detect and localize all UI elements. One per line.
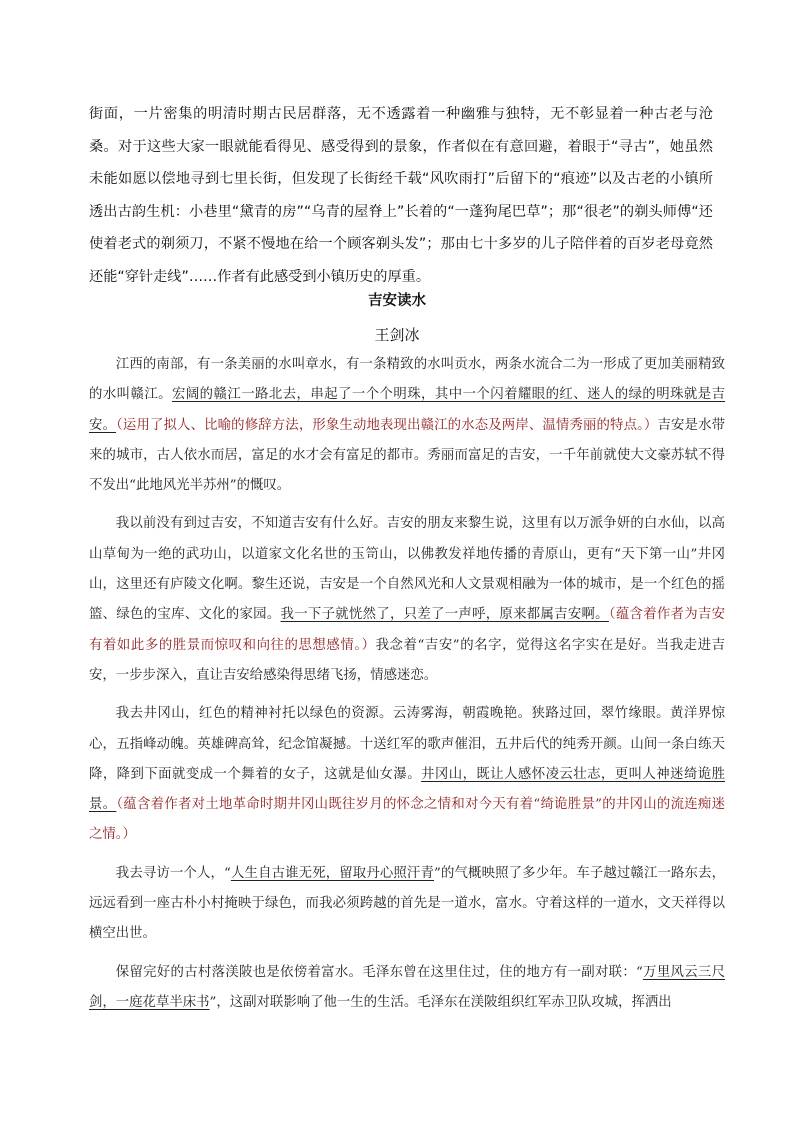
annotation-note: （蕴含着作者对土地革命时期井冈山既往岁月的怀念之情和对今天有着“绮诡胜景”的井冈山的流连痴迷之情。） — [89, 797, 725, 843]
paragraph-text: 我念着“吉安”的名字，觉得这名字实在是好。当我走进吉安，一步步深入，直让吉安给感染得思绪飞扬，情感迷恋。 — [89, 637, 725, 683]
paragraph-2 — [89, 509, 725, 691]
paragraph-text: ”，这副对联影响了他一生的生活。毛泽东在渼陂组织红军赤卫队攻城，挥洒出 — [209, 994, 672, 1010]
article-body — [89, 350, 725, 1026]
article-title: 吉安读水 — [368, 293, 426, 309]
intro-paragraph: 街面，一片密集的明清时期古民居群落，无不透露着一种幽雅与独特，无不彰显着一种古老与沧桑。对于这些大家一眼就能看得见、感受得到的景象，作者似在有意回避，着眼于“寻古”，她虽然未能如愿以偿地寻到七里长街，但发现了长街经千载“风吹雨打”后留下的“痕迹”以及古老的小镇所透出古韵生机：小巷里“黛青的房”“乌青的屋脊上”长着的“一蓬狗尾巴草”；那“很老”的剃头师傅“还使着老式的剃须刀，不紧不慢地在给一个顾客剃头发”；那由七十多岁的儿子陪伴着的百岁老母竟然还能“穿针走线”……作者有此感受到小镇历史的厚重。 — [89, 106, 713, 285]
annotation-note: （蕴含着作者为吉安有着如此多的胜景而惊叹和向往的思想感情。） — [89, 607, 725, 653]
paragraph-5 — [89, 958, 725, 1019]
paragraph-4 — [89, 859, 725, 950]
underlined-sentence: 宏阔的赣江一路北去，串起了一个个明珠，其中一个闪着耀眼的红、迷人的绿的明珠就是吉安。 — [89, 387, 725, 433]
paragraph-text: 江西的南部，有一条美丽的水叫章水，有一条精致的水叫贡水，两条水流合二为一形成了更加美丽精致的水叫赣江。 — [89, 357, 725, 403]
underlined-quote: 人生自古谁无死，留取丹心照汗青 — [230, 865, 434, 881]
paragraph-text: 吉安是水带来的城市，古人依水而居，富足的水才会有富足的都市。秀丽而富足的吉安，一千年前就使大文豪苏轼不得不发出“此地风光半苏州”的慨叹。 — [89, 417, 726, 494]
article-author: 王剑冰 — [374, 326, 420, 344]
paragraph-text: 我以前没有到过吉安，不知道吉安有什么好。吉安的朋友来黎生说，这里有以万派争妍的白水仙，以高山草甸为一绝的武功山，以道家文化名世的玉笥山，以佛教发祥地传播的青原山，更有“天下第一山”井冈山，这里还有庐陵文化啊。黎生还说，吉安是一个自然风光和人文景观相融为一体的城市，是一个红色的摇篮、绿色的宝库、文化的家园。 — [89, 516, 725, 623]
paragraph-3 — [89, 699, 725, 850]
underlined-sentence: 我一下子就恍然了，只差了一声呼，原来都属吉安啊。 — [280, 607, 609, 623]
underlined-sentence: 井冈山，既让人感怀凌云壮志，更叫人神迷绮诡胜景。 — [89, 766, 726, 813]
paragraph-text: ”的气概映照了多少年。车子越过赣江一路东去，远远看到一座古朴小村掩映于绿色，而我必须跨越的首先是一道水，富水。守着这样的一道水，文天祥得以横空出世。 — [89, 865, 725, 942]
paragraph-text: 我去井冈山，红色的精神衬托以绿色的资源。云涛雾海，朝霞晚艳。狭路过回，翠竹缘眼。黄洋界惊心，五指峰动魄。英雄碑高耸，纪念馆凝撼。十送红军的歌声催泪，五井后代的纯秀开颜。山间一条白练天降，降到下面就变成一个舞着的女子，这就是仙女瀑。 — [89, 706, 725, 782]
paragraph-text: 保留完好的古村落渼陂也是依傍着富水。毛泽东曾在这里住过，住的地方有一副对联：“ — [115, 964, 643, 980]
annotation-note: （运用了拟人、比喻的修辞方法，形象生动地表现出赣江的水态及两岸、温情秀丽的特点。） — [116, 417, 658, 433]
paragraph-1 — [89, 350, 725, 501]
underlined-couplet: 万里风云三尺剑，一庭花草半床书 — [89, 964, 725, 1010]
paragraph-text: 我去寻访一个人，“ — [115, 865, 231, 881]
